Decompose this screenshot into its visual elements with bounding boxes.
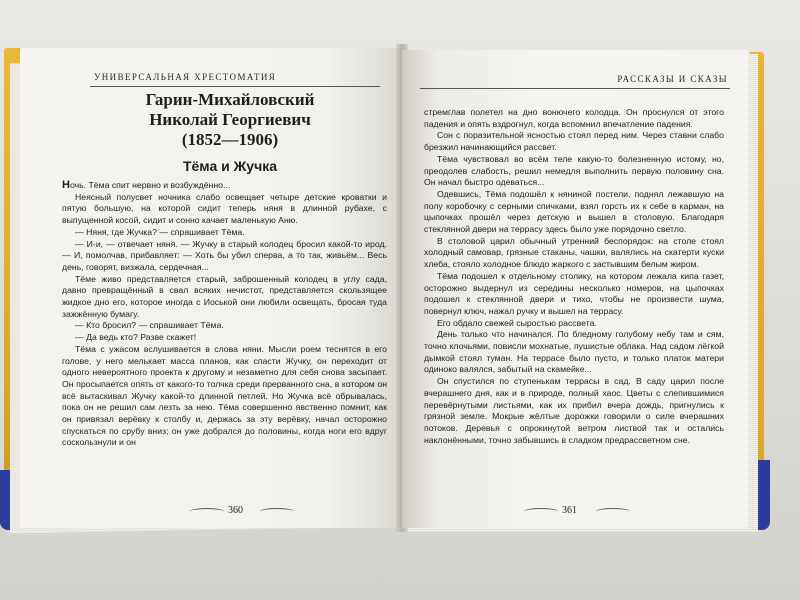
- paragraph: Тёма чувствовал во всём теле какую-то болезненную истому, но, преодолев слабость, решил немедля выполнить первую половину сна. Он начал быстро одеваться...: [424, 153, 724, 188]
- right-page: [402, 50, 748, 528]
- paragraph: [62, 180, 387, 192]
- folio-ornament-left: [190, 508, 224, 515]
- folio-ornament-left: [524, 508, 558, 515]
- paragraph-text: очь. Тёма спит нервно и возбуждённо...: [69, 180, 231, 190]
- right-head-rule: [420, 88, 730, 89]
- author-heading: [80, 90, 380, 150]
- left-body-text: [62, 180, 387, 449]
- paragraph: Тёме живо представляется старый, заброшенный колодец в углу сада, давно превращённый в свал всяких нечистот, представляется скользящее жидкое дно его, которое иногда с Иоськой они любили освещать, бросая туда зажжённую бумагу.: [62, 273, 387, 319]
- author-years: (1852—1906): [181, 130, 279, 149]
- left-head-rule: [90, 86, 380, 87]
- paragraph: Одевшись, Тёма подошёл к няниной постели, поднял лежавшую на полу коробочку с серными спичками, взял горсть их к себе в карман, на цыпочках прошёл через детскую и вышел в столовую. Благодаря стеклянной двери на террасу здесь было уже порядочно светло.: [424, 188, 724, 235]
- page-number: 361: [562, 505, 577, 516]
- page-number: 360: [228, 505, 243, 516]
- paragraph: — Кто бросил? — спрашивает Тёма.: [75, 320, 224, 331]
- paragraph: В столовой царил обычный утренний беспорядок: на столе стоял холодный самовар, грязные стаканы, чашки, валялись на скатерти куски хлеба, стояло холодное блюдо жаркого с застывшим белым жиром.: [424, 235, 724, 270]
- folio-ornament-right: [260, 508, 294, 515]
- author-name-line1: Гарин-Михайловский: [145, 90, 315, 109]
- paragraph: Неясный полусвет ночника слабо освещает четыре детские кроватки и пятую большую, на которой сидит теперь няня в длинной рубахе, с выпущенной косой, сидит и сонно качает маленькую Аню.: [62, 191, 387, 226]
- left-page: [20, 48, 404, 528]
- drop-cap: Н: [62, 179, 70, 191]
- paragraph: Тёма с ужасом вслушивается в слова няни. Мысли роем теснятся в его голове, у него мелькает масса планов, как спасти Жучку, он переходит от одного невероятного проекта к другому и незаметно для себя снова засыпает. Он просыпается опять от какого-то толчка среди прерванного сна, в котором он всё вытаскивал Жучку какой-то длинной петлей. Но Жучка всё обрывалась, пока он не решил сам лезть за нею. Тёма совершенно явственно помнит, как он привязал верёвку к столбу и, держась за эту верёвку, начал осторожно спускаться по срубу вниз; он уже добрался до половины, когда ноги его вдруг соскользнули и он: [62, 343, 387, 448]
- paragraph: Тёма подошел к отдельному столику, на котором лежала кипа газет, осторожно выдернул из середины несколько номеров, на цыпочках подошел к стеклянной двери и тихо, чтобы не произвести шума, повернул ключ, нажал ручку и вышел на террасу.: [424, 270, 724, 316]
- folio-ornament-right: [596, 508, 630, 515]
- paragraph: — Да ведь кто? Разве скажет!: [75, 332, 197, 343]
- paragraph: Сон с поразительной ясностью стоял перед ним. Через ставни слабо брезжил начинающийся рассвет.: [424, 130, 724, 153]
- paragraph: Он спустился по ступенькам террасы в сад. В саду царил после вчерашнего дня, как и в природе, полный хаос. Цветы с слепившимися перевёрнутыми листьями, как их прибил вчера дождь, пригнулись к грязной земле. Мокрые жёлтые дорожки говорили о силе вчерашних потоков. Деревья с опрокинутой ветром листвой так и остались наклонёнными, точно забывшись в сладком предрассветном сне.: [424, 376, 724, 445]
- left-running-head: УНИВЕРСАЛЬНАЯ ХРЕСТОМАТИЯ: [94, 72, 277, 82]
- paragraph: День только что начинался. По бледному голубому небу там и сям, точно клочьями, повисли мохнатые, пушистые облака. Над садом лёгкой дымкой стоял туман. На террасе было пусто, и только платок матери одиноко валялся, забытый на скамейке...: [424, 329, 724, 375]
- paragraph: Его обдало свежей сыростью рассвета.: [437, 317, 597, 328]
- paragraph: — Няня, где Жучка? — спрашивает Тёма.: [75, 226, 245, 237]
- right-running-head: РАССКАЗЫ И СКАЗЫ: [617, 74, 728, 84]
- author-name-line2: Николай Георгиевич: [149, 110, 311, 129]
- story-title: Тёма и Жучка: [182, 158, 278, 174]
- paragraph: стремглав полетел на дно вонючего колодца. Он проснулся от этого падения и опять вздрогнул, когда вспомнил впечатление падения.: [424, 107, 724, 129]
- paragraph: — И-и, — отвечает няня. — Жучку в старый колодец бросил какой-то ирод. — И, помолчав, прибавляет: — Хоть бы убил сперва, а то так, живьём... Весь день, говорят, визжала, сердечная...: [62, 238, 387, 272]
- right-body-text: [424, 107, 724, 446]
